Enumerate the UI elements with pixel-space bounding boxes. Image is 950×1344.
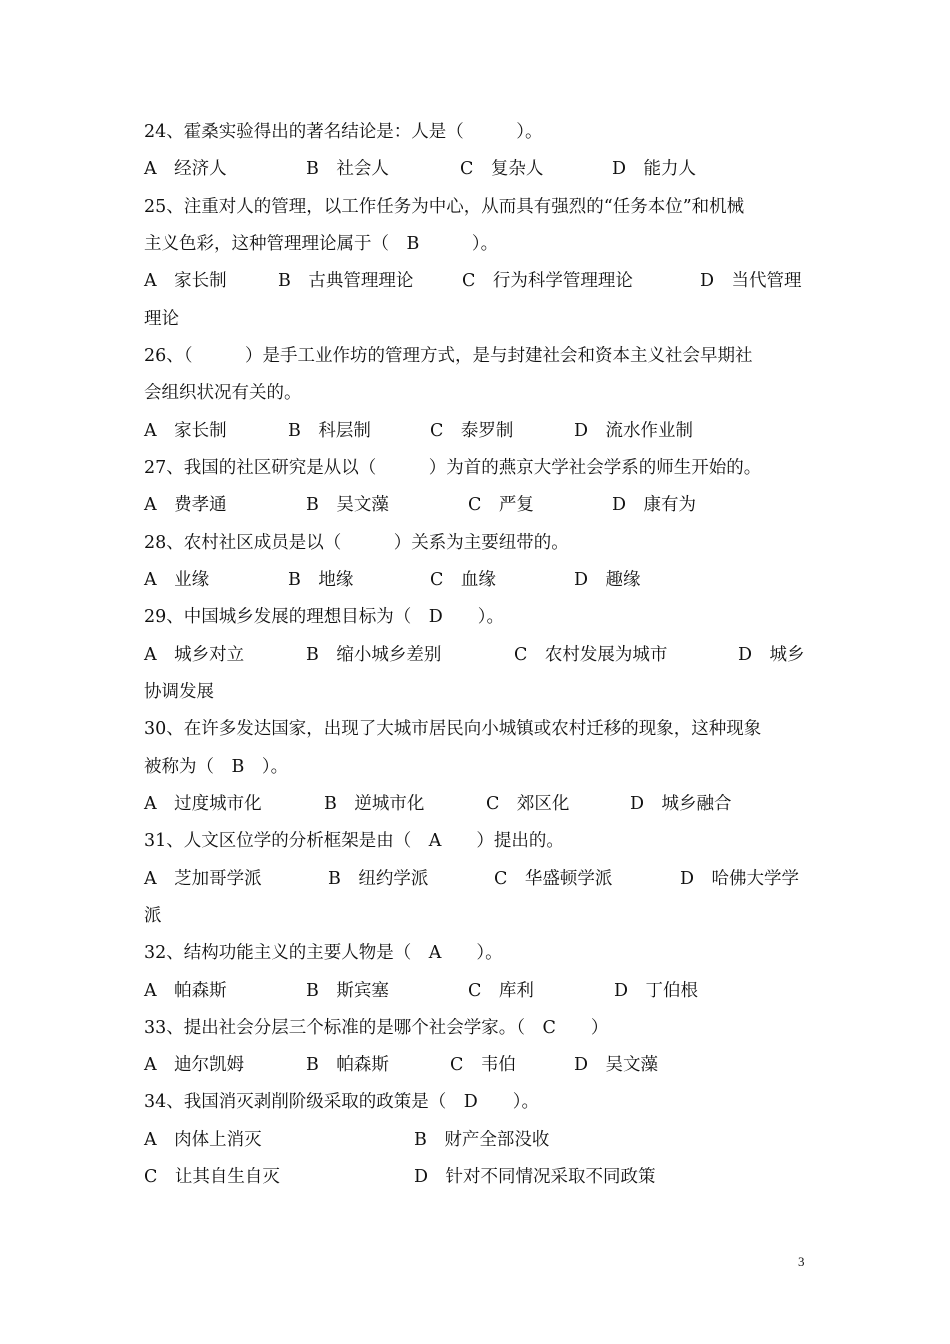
question-27: 27、我国的社区研究是从以（ ）为首的燕京大学社会学系的师生开始的。 [144,458,762,478]
option-d: D 流水作业制 [574,421,694,441]
option-b: B 纽约学派 [328,869,429,889]
option-d: D 能力人 [612,159,697,179]
option-d: D 当代管理 [700,271,802,291]
question-26-cont: 会组织状况有关的。 [144,383,302,403]
question-28: 28、农村社区成员是以（ ）关系为主要纽带的。 [144,533,569,553]
question-30: 30、在许多发达国家，出现了大城市居民向小城镇或农村迁移的现象，这种现象 [144,719,762,739]
option-b: B 帕森斯 [306,1055,389,1075]
option-a: A 肉体上消灭 [144,1130,262,1150]
option-b: B 财产全部没收 [414,1130,550,1150]
page-number: 3 [798,1254,805,1269]
option-b: B 缩小城乡差别 [306,645,442,665]
question-29-wrap: 协调发展 [144,682,214,702]
option-d: D 丁伯根 [614,981,699,1001]
option-a: A 迪尔凯姆 [144,1055,245,1075]
option-a: A 业缘 [144,570,210,590]
question-25-cont: 主义色彩，这种管理理论属于（ B ）。 [144,234,499,254]
option-c: C 库利 [468,981,534,1001]
option-d: D 吴文藻 [574,1055,659,1075]
option-c: C 韦伯 [450,1055,516,1075]
option-c: C 华盛顿学派 [494,869,613,889]
option-a: A 家长制 [144,421,227,441]
option-a: A 家长制 [144,271,227,291]
option-c: C 严复 [468,495,534,515]
question-33: 33、提出社会分层三个标准的是哪个社会学家。（ C ） [144,1018,609,1038]
option-b: B 社会人 [306,159,389,179]
question-34: 34、我国消灭剥削阶级采取的政策是（ D ）。 [144,1092,540,1112]
option-c: C 农村发展为城市 [514,645,668,665]
option-a: A 经济人 [144,159,227,179]
option-c: C 让其自生自灭 [144,1167,280,1187]
option-c: C 复杂人 [460,159,544,179]
option-d: D 趣缘 [574,570,641,590]
option-c: C 泰罗制 [430,421,514,441]
question-32: 32、结构功能主义的主要人物是（ A ）。 [144,943,503,963]
question-29: 29、中国城乡发展的理想目标为（ D ）。 [144,607,505,627]
question-24: 24、霍桑实验得出的著名结论是：人是（ ）。 [144,122,543,142]
option-a: A 费孝通 [144,495,227,515]
option-b: B 科层制 [288,421,371,441]
option-a: A 城乡对立 [144,645,245,665]
option-d: D 针对不同情况采取不同政策 [414,1167,656,1187]
option-d: D 城乡 [738,645,805,665]
question-30-cont: 被称为（ B ）。 [144,757,289,777]
option-c: C 血缘 [430,570,496,590]
option-a: A 帕森斯 [144,981,227,1001]
question-31: 31、人文区位学的分析框架是由（ A ）提出的。 [144,831,564,851]
option-b: B 古典管理理论 [278,271,414,291]
question-31-wrap: 派 [144,906,162,926]
option-d: D 康有为 [612,495,697,515]
question-25: 25、注重对人的管理，以工作任务为中心，从而具有强烈的“任务本位”和机械 [144,197,745,217]
option-b: B 斯宾塞 [306,981,389,1001]
question-25-wrap: 理论 [144,309,179,329]
option-d: D 城乡融合 [630,794,732,814]
option-b: B 地缘 [288,570,354,590]
question-26: 26、（ ）是手工业作坊的管理方式，是与封建社会和资本主义社会早期社 [144,346,753,366]
option-d: D 哈佛大学学 [680,869,800,889]
option-c: C 郊区化 [486,794,570,814]
option-a: A 过度城市化 [144,794,262,814]
option-b: B 吴文藻 [306,495,389,515]
option-a: A 芝加哥学派 [144,869,262,889]
option-c: C 行为科学管理理论 [462,271,633,291]
option-b: B 逆城市化 [324,794,425,814]
